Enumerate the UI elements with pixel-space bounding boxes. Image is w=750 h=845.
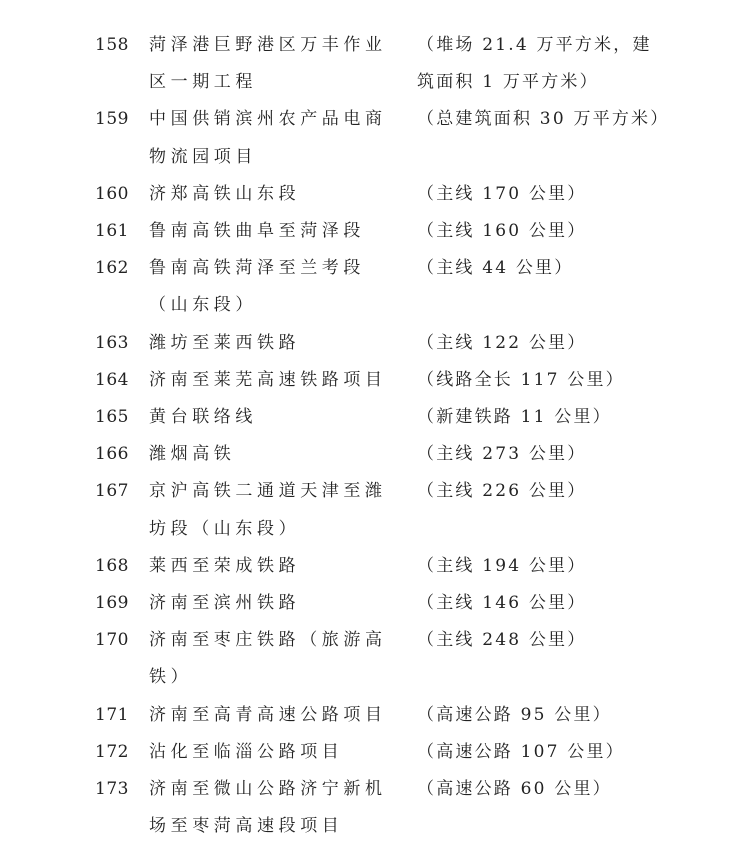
project-scale: （新建铁路 11 公里） xyxy=(417,407,612,428)
item-number: 172 xyxy=(95,741,129,762)
list-item xyxy=(0,734,750,771)
project-name: 京沪高铁二通道天津至潍坊段（山东段） xyxy=(149,481,387,539)
project-scale: （高速公路 107 公里） xyxy=(417,741,625,762)
list-item xyxy=(0,27,750,101)
item-number: 168 xyxy=(95,555,129,576)
list-item xyxy=(0,436,750,473)
item-number: 167 xyxy=(95,481,129,502)
project-list xyxy=(0,27,750,845)
list-item xyxy=(0,548,750,585)
list-item xyxy=(0,585,750,622)
project-name: 中国供销滨州农产品电商物流园项目 xyxy=(149,109,387,167)
item-number: 164 xyxy=(95,369,129,390)
project-scale: （主线 122 公里） xyxy=(417,332,587,353)
list-item xyxy=(0,213,750,250)
item-number: 166 xyxy=(95,444,129,465)
project-scale: （主线 248 公里） xyxy=(417,630,587,651)
list-item xyxy=(0,771,750,845)
item-number: 159 xyxy=(95,109,129,130)
project-scale: （主线 226 公里） xyxy=(417,481,587,502)
project-name: 济南至莱芜高速铁路项目 xyxy=(149,369,387,390)
item-number: 170 xyxy=(95,630,129,651)
item-number: 171 xyxy=(95,704,129,725)
item-number: 173 xyxy=(95,779,129,800)
project-scale: （主线 194 公里） xyxy=(417,555,587,576)
project-name: 菏泽港巨野港区万丰作业区一期工程 xyxy=(149,35,387,93)
project-name: 莱西至荣成铁路 xyxy=(149,555,301,576)
project-name: 鲁南高铁菏泽至兰考段（山东段） xyxy=(149,258,365,316)
project-scale: （主线 146 公里） xyxy=(417,593,587,614)
project-scale: （线路全长 117 公里） xyxy=(417,369,625,390)
list-item xyxy=(0,176,750,213)
project-scale: （主线 44 公里） xyxy=(417,258,574,279)
project-name: 济郑高铁山东段 xyxy=(149,183,301,204)
project-name: 潍坊至莱西铁路 xyxy=(149,332,301,353)
item-number: 165 xyxy=(95,407,129,428)
item-number: 161 xyxy=(95,221,129,242)
list-item xyxy=(0,325,750,362)
project-scale: （总建筑面积 30 万平方米） xyxy=(417,109,670,130)
list-item xyxy=(0,101,750,175)
project-scale: （主线 160 公里） xyxy=(417,221,587,242)
item-number: 160 xyxy=(95,183,129,204)
project-scale: （主线 273 公里） xyxy=(417,444,587,465)
project-name: 济南至微山公路济宁新机场至枣菏高速段项目 xyxy=(149,779,387,837)
project-scale: （高速公路 60 公里） xyxy=(417,779,612,800)
list-item xyxy=(0,697,750,734)
project-name: 鲁南高铁曲阜至菏泽段 xyxy=(149,221,365,242)
project-scale: （高速公路 95 公里） xyxy=(417,704,612,725)
project-name: 黄台联络线 xyxy=(149,407,257,428)
item-number: 169 xyxy=(95,593,129,614)
project-name: 济南至滨州铁路 xyxy=(149,593,301,614)
project-name: 济南至高青高速公路项目 xyxy=(149,704,387,725)
project-name: 济南至枣庄铁路（旅游高铁） xyxy=(149,630,387,688)
project-name: 沾化至临淄公路项目 xyxy=(149,741,344,762)
list-item xyxy=(0,473,750,547)
item-number: 162 xyxy=(95,258,129,279)
list-item xyxy=(0,250,750,324)
list-item xyxy=(0,399,750,436)
item-number: 163 xyxy=(95,332,129,353)
project-name: 潍烟高铁 xyxy=(149,444,236,465)
project-scale: （主线 170 公里） xyxy=(417,183,587,204)
list-item xyxy=(0,362,750,399)
project-scale: （堆场 21.4 万平方米，建筑面积 1 万平方米） xyxy=(417,35,652,93)
item-number: 158 xyxy=(95,35,129,55)
list-item xyxy=(0,622,750,696)
